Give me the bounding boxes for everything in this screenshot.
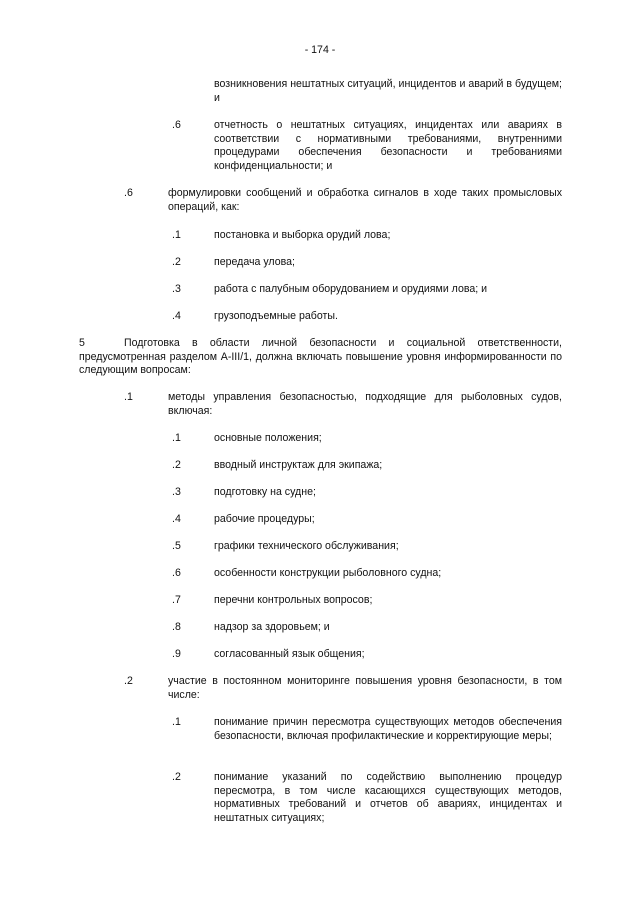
item-number: .7 [172,594,181,606]
item-number: .6 [124,187,133,199]
item-number: .3 [172,283,181,295]
item-text: подготовку на судне; [214,486,316,498]
item-text: основные положения; [214,432,322,444]
item-text: передача улова; [214,256,295,268]
item-number: .5 [172,540,181,552]
item-text: вводный инструктаж для экипажа; [214,459,383,471]
item-number: .2 [172,771,181,783]
item-number: .1 [172,432,181,444]
item-number: .2 [124,675,133,687]
item-number: .8 [172,621,181,633]
item-text: надзор за здоровьем; и [214,621,330,633]
paragraph-number: 5 [79,337,85,349]
item-text: понимание указаний по содействию выполнению процедур пересмотра, в том числе касающихся существующих методов, нормативных требований и отчетов об авариях, инцидентах и нештатных ситуациях; [214,771,562,824]
item-number: .1 [124,391,133,403]
item-text: возникновения нештатных ситуаций, инцидентов и аварий в будущем; и [214,78,562,104]
item-text: отчетность о нештатных ситуациях, инцидентах или авариях в соответствии с нормативными требованиями, внутренними процедурами обеспечения безопасности и требованиями конфиденциальности; и [214,119,562,172]
item-text: рабочие процедуры; [214,513,315,525]
item-text: работа с палубным оборудованием и орудиями лова; и [214,283,488,295]
item-text: формулировки сообщений и обработка сигналов в ходе таких промысловых операций, как: [168,187,562,213]
item-number: .2 [172,459,181,471]
item-number: .6 [172,119,181,131]
item-text: особенности конструкции рыболовного судна; [214,567,442,579]
item-number: .4 [172,310,181,322]
page-number: - 174 - [304,44,336,56]
item-text: перечни контрольных вопросов; [214,594,373,606]
item-number: .1 [172,716,181,728]
item-text: участие в постоянном мониторинге повышения уровня безопасности, в том числе: [168,675,562,701]
item-text: согласованный язык общения; [214,648,365,660]
item-number: .1 [172,229,181,241]
item-number: .6 [172,567,181,579]
item-number: .3 [172,486,181,498]
item-number: .9 [172,648,181,660]
item-text: постановка и выборка орудий лова; [214,229,391,241]
item-text: понимание причин пересмотра существующих методов обеспечения безопасности, включая профилактические и корректирующие меры; [214,716,562,742]
item-number: .4 [172,513,181,525]
paragraph-text: Подготовка в области личной безопасности и социальной ответственности, предусмотренная разделом A-III/1, должна включать повышение уровня информированности по следующим вопросам: [79,337,562,377]
item-text: методы управления безопасностью, подходящие для рыболовных судов, включая: [168,391,562,417]
item-text: графики технического обслуживания; [214,540,399,552]
item-text: грузоподъемные работы. [214,310,338,322]
item-number: .2 [172,256,181,268]
